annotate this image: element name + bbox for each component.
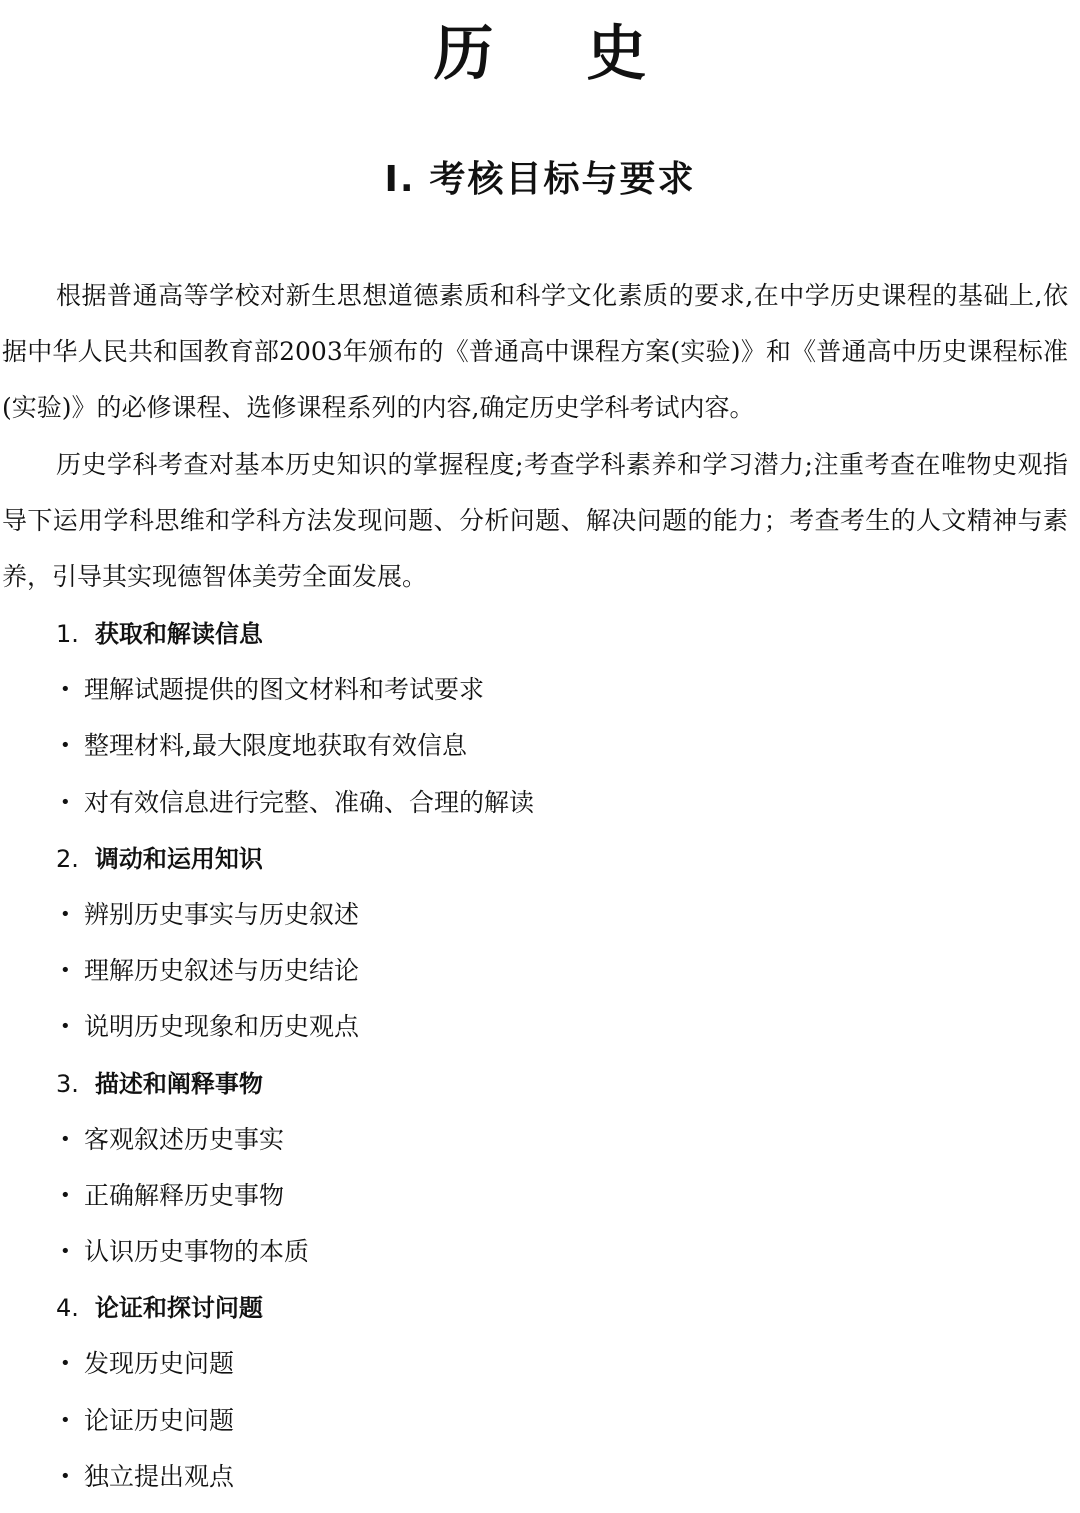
bullet-icon: •	[60, 679, 71, 701]
list-item-text: 说明历史现象和历史观点	[84, 1012, 360, 1042]
list-item-text: 独立提出观点	[84, 1461, 235, 1491]
list-item-text: 发现历史问题	[84, 1349, 235, 1379]
objective-number: 4.	[56, 1294, 79, 1323]
list-item-text: 客观叙述历史事实	[84, 1124, 285, 1154]
list-item	[0, 943, 1080, 999]
list-item	[0, 1449, 1080, 1505]
list-item-text: 理解历史叙述与历史结论	[84, 956, 360, 986]
bullet-icon: •	[60, 903, 71, 925]
bullet-icon: •	[60, 960, 71, 982]
objective-number: 3.	[56, 1069, 79, 1098]
objective-title: 获取和解读信息	[94, 620, 263, 648]
objective-heading	[0, 606, 1080, 662]
list-item	[0, 662, 1080, 718]
objective-title: 论证和探讨问题	[94, 1294, 263, 1323]
list-item	[0, 718, 1080, 774]
list-item-text: 整理材料,最大限度地获取有效信息	[84, 731, 467, 761]
section-number: Ⅰ.	[384, 159, 416, 200]
objective-heading	[0, 1280, 1080, 1336]
objective-title: 调动和运用知识	[94, 844, 263, 873]
list-item	[0, 1168, 1080, 1224]
bullet-icon: •	[60, 1241, 71, 1263]
list-item	[0, 887, 1080, 943]
bullet-icon: •	[60, 1409, 71, 1431]
section-title-text: 考核目标与要求	[429, 159, 696, 200]
bullet-icon: •	[60, 735, 71, 757]
bullet-icon: •	[60, 1128, 71, 1150]
objective-number: 1.	[56, 620, 79, 648]
list-item	[0, 999, 1080, 1055]
list-item-text: 辨别历史事实与历史叙述	[84, 899, 360, 929]
objectives-list	[0, 606, 1080, 1505]
objective-number: 2.	[56, 844, 79, 873]
list-item	[0, 775, 1080, 831]
bullet-icon: •	[60, 1353, 71, 1375]
bullet-icon: •	[60, 1465, 71, 1487]
objective-title: 描述和阐释事物	[94, 1069, 263, 1098]
intro-paragraph: 根据普通高等学校对新生思想道德素质和科学文化素质的要求,在中学历史课程的基础上,依据中华人民共和国教育部2003年颁布的《普通高中课程方案(实验)》和《普通高中历史课程标准(实验)》的必修课程、选修课程系列的内容,确定历史学科考试内容。	[2, 281, 1068, 422]
list-item-text: 理解试题提供的图文材料和考试要求	[84, 675, 485, 705]
bullet-icon: •	[60, 1016, 71, 1038]
objective-heading	[0, 831, 1080, 887]
bullet-icon: •	[60, 791, 71, 813]
list-item	[0, 1336, 1080, 1392]
list-item	[0, 1112, 1080, 1168]
section-heading	[0, 152, 1080, 208]
list-item	[0, 1224, 1080, 1280]
page-title: 历 史	[433, 19, 683, 89]
list-item	[0, 1393, 1080, 1449]
list-item-text: 对有效信息进行完整、准确、合理的解读	[84, 787, 535, 817]
assessment-paragraph: 历史学科考查对基本历史知识的掌握程度;考查学科素养和学习潜力;注重考查在唯物史观指导下运用学科思维和学科方法发现问题、分析问题、解决问题的能力；考查考生的人文精神与素养，引导其实现德智体美劳全面发展。	[2, 450, 1068, 591]
bullet-icon: •	[60, 1184, 71, 1206]
list-item-text: 正确解释历史事物	[84, 1180, 285, 1210]
objective-heading	[0, 1056, 1080, 1112]
list-item-text: 认识历史事物的本质	[84, 1237, 310, 1267]
list-item-text: 论证历史问题	[84, 1405, 235, 1435]
